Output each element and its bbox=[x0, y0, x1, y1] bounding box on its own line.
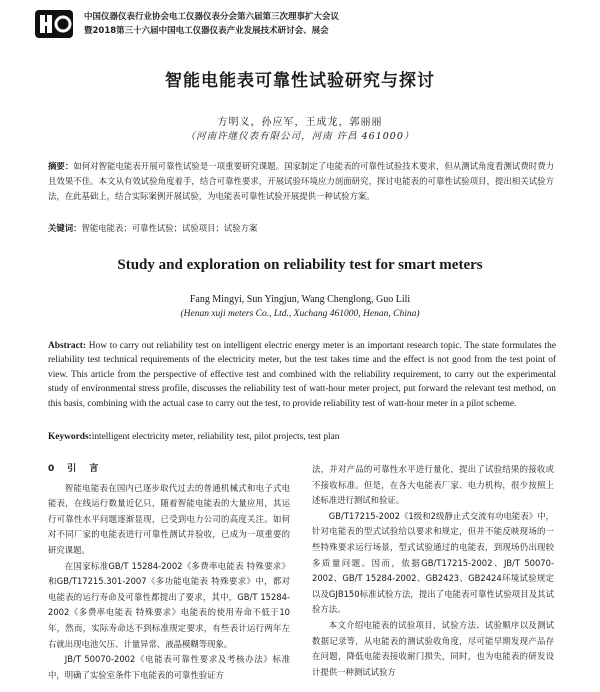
english-keywords bbox=[48, 431, 556, 444]
section-heading-introduction: 0 引 言 bbox=[48, 464, 101, 474]
english-abstract-label: Abstract: bbox=[48, 341, 87, 351]
conference-header-text bbox=[84, 10, 339, 38]
chinese-affiliation: （河南许继仪表有限公司，河南 许昌 461000） bbox=[185, 131, 415, 142]
chinese-keywords-text: 智能电能表；可靠性试验；试验项目；试验方案 bbox=[81, 223, 258, 233]
chinese-keywords-label: 关键词： bbox=[48, 223, 82, 233]
chinese-abstract bbox=[48, 159, 554, 204]
body-paragraph: JB/T 50070-2002《电能表可靠性要求及考核办法》标准中，明确了实验室条件下电能表的可靠性验证方 bbox=[48, 654, 290, 680]
chinese-title: 智能电能表可靠性试验研究与探讨 bbox=[165, 71, 435, 91]
english-abstract bbox=[48, 339, 556, 411]
journal-logo bbox=[34, 9, 74, 39]
chinese-abstract-text: 如何对智能电能表开展可靠性试验是一项重要研究课题。国家制定了电能表的可靠性试验技术要求，但从测试角度看测试费时费力且效果不佳。本文从有效试验角度着手，结合可靠性要求，开展试验环境应力剖面研究，探讨电能表的可靠性试验项目，提出相关试验方法，在此基础上，结合实际案例开展试验，为电能表可靠性试验开展提供一种试验方案。 bbox=[48, 161, 555, 201]
conference-header bbox=[30, 8, 570, 42]
header-line-2: 暨2018第三十六届中国电工仪器仪表产业发展技术研讨会、展会 bbox=[84, 26, 329, 36]
english-keywords-text: intelligent electricity meter, reliability test, pilot projects, test plan bbox=[91, 432, 340, 442]
body-right-column bbox=[312, 462, 554, 680]
body-paragraph: 智能电能表在国内已逐步取代过去的普通机械式和电子式电能表，在线运行数量近亿只，随着智能电能表的大量应用，其运行可靠性水平问题逐渐显现，已受到电力公司的高度关注。如何对不同厂家的电能表进行可靠性测试并验收，已成为一项重要的研究课题。 bbox=[48, 482, 290, 555]
body-paragraph: 在国家标准GB/T 15284-2002《多费率电能表 特殊要求》和GB/T17215.301-2007《多功能电能表 特殊要求》中，都对电能表的运行寿命及可靠性都提出了要求，其中，GB/T 15284-2002《多费率电能表 特殊要求》电能表的使用寿命不低于10年，然而，实际寿命达不到标准规定要求，有些表计运行两年左右就出现电池欠压、计量异常、液晶模糊等现象。 bbox=[48, 560, 290, 649]
body-paragraph: 本文介绍电能表的试验项目，试验方法、试验顺序以及测试数据记录等，从电能表的测试验收角度，尽可能早期发现产品存在问题，降低电能表接收耐门损失，同时，也为电能表的研发设计提供一种测试试验方 bbox=[312, 619, 554, 677]
english-title: Study and exploration on reliability test for smart meters bbox=[117, 257, 483, 273]
english-affiliation: (Henan xuji meters Co., Ltd., Xuchang 461000, Henan, China) bbox=[180, 309, 420, 319]
english-authors: Fang Mingyi, Sun Yingjun, Wang Chenglong, Guo Lili bbox=[189, 294, 411, 305]
body-paragraph: GB/T17215-2002《1级和2级静止式交流有功电能表》中，针对电能表的型式试验给以要求和规定，但并不能反映现场的一些特殊要求运行场景，型式试验通过的电能表，到现场仍出现较多质量问题。因而，依据GB/T17215-2002、JB/T 50070-2002、GB/T 15284-2002、GB2423、GB2424环境试验规定以及GJB150标准试验方法，提出了电能表可靠性试验项目及其试验方法。 bbox=[312, 510, 554, 615]
body-paragraph: 法，并对产品的可靠性水平进行量化，提出了试验结果的接收或不接收标准。但是，在各大电能表厂家、电力机构，很少按照上述标准进行测试和验证。 bbox=[312, 464, 554, 506]
body-left-column bbox=[48, 462, 290, 683]
chinese-abstract-label: 摘要： bbox=[48, 161, 74, 171]
english-abstract-text: How to carry out reliability test on intelligent electric energy meter is an important research topic. The state formulates the reliability test technical requirements of the electricity meter, but the test takes time and the effect is not good from the test point of view. This article from the perspective of effective test and combined with the reliability requirement, to carry out the experimental study of environmental stress profile, discusses the reliability test of watt-hour meter project, put forward the relevant test method, on this basis, combining with the actual case to carry out the test, to provide reliability test of watt-hour meter in a pilot scheme. bbox=[48, 341, 556, 409]
english-keywords-label: Keywords: bbox=[48, 432, 92, 442]
chinese-keywords bbox=[48, 221, 554, 235]
chinese-authors: 方明义，孙应军，王成龙，郭丽丽 bbox=[217, 117, 383, 128]
header-line-1: 中国仪器仪表行业协会电工仪器仪表分会第六届第三次理事扩大会议 bbox=[84, 12, 340, 22]
